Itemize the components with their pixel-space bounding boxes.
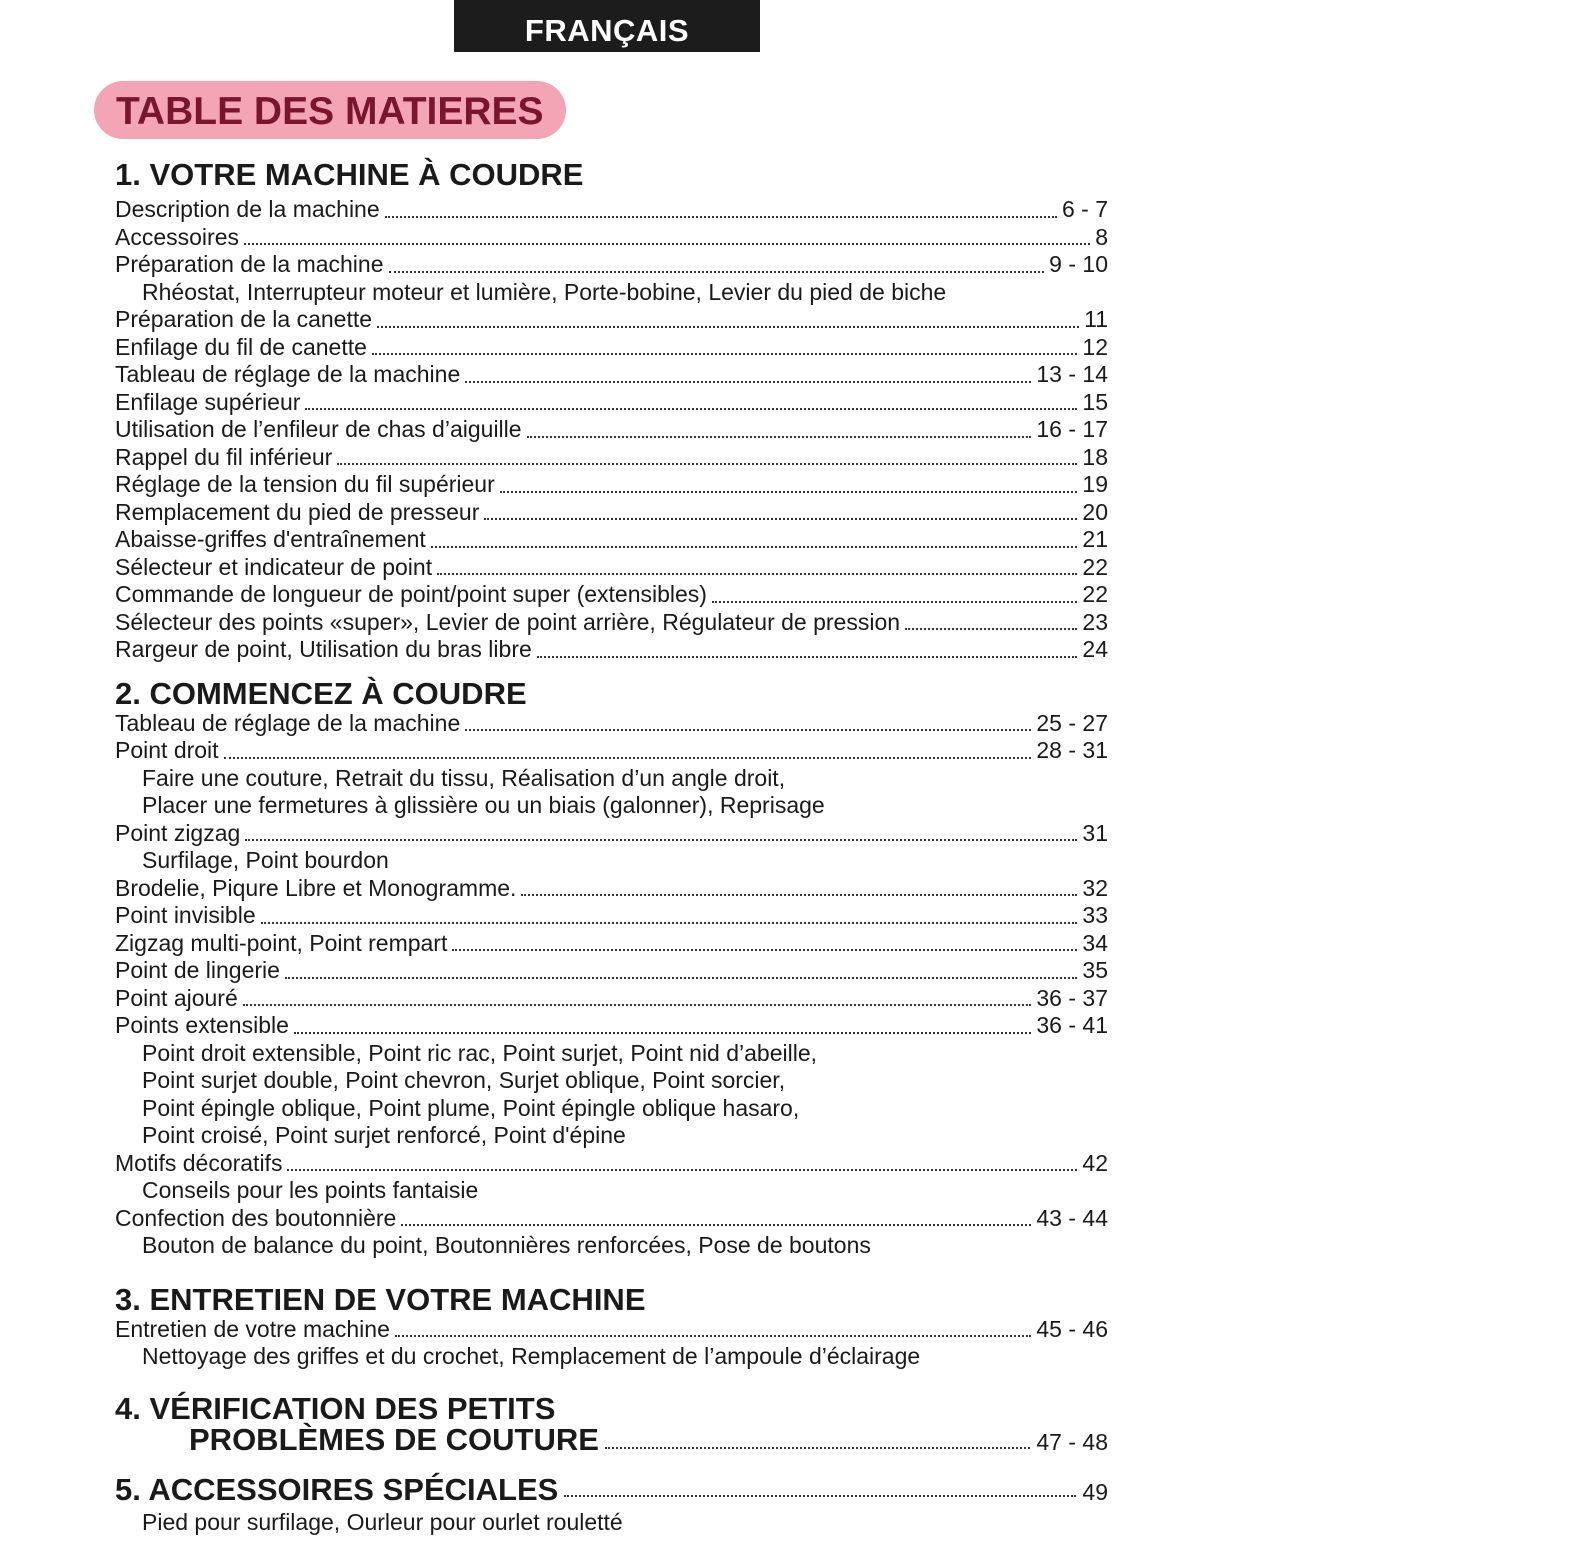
toc-label: Point droit <box>115 737 219 763</box>
toc-label: Abaisse-griffes d'entraînement <box>115 526 426 552</box>
toc-row <box>115 499 1108 527</box>
toc-label: Points extensible <box>115 1012 289 1038</box>
leader-dots <box>484 517 1077 520</box>
toc-label: Utilisation de l’enfileur de chas d’aiguille <box>115 416 522 442</box>
toc-label: Préparation de la machine <box>115 251 384 277</box>
toc-label: Sélecteur et indicateur de point <box>115 553 433 580</box>
leader-dots <box>337 462 1077 465</box>
toc-page: 47 - 48 <box>1036 1428 1108 1455</box>
toc-row <box>115 820 1108 848</box>
leader-dots <box>224 756 1032 759</box>
toc-row <box>115 526 1108 554</box>
toc-row <box>115 224 1108 252</box>
toc-subitem: Rhéostat, Interrupteur moteur et lumière, Porte-bobine, Levier du pied de biche <box>142 278 947 305</box>
leader-dots <box>395 1334 1032 1337</box>
section-5-heading: 5. ACCESSOIRES SPÉCIALES <box>115 1471 559 1507</box>
toc-label: Accessoires <box>115 223 239 250</box>
toc-page: 25 - 27 <box>1036 709 1108 736</box>
toc-label: Point ajouré <box>115 984 238 1011</box>
toc-row <box>115 251 1108 279</box>
leader-dots <box>245 838 1077 841</box>
section-4-heading: 4. VÉRIFICATION DES PETITS <box>115 1390 556 1426</box>
toc-subitem: Bouton de balance du point, Boutonnières renforcées, Pose de boutons <box>142 1232 871 1258</box>
toc-row <box>115 334 1108 362</box>
toc-subitem: Point épingle oblique, Point plume, Point épingle oblique hasaro, <box>142 1094 800 1121</box>
toc-label: Sélecteur des points «super», Levier de point arrière, Régulateur de pression <box>115 608 901 635</box>
section-3-heading: 3. ENTRETIEN DE VOTRE MACHINE <box>115 1281 646 1317</box>
toc-label: Commande de longueur de point/point super (extensibles) <box>115 581 707 607</box>
toc-row <box>115 1316 1108 1344</box>
toc-page: 36 - 37 <box>1036 984 1108 1011</box>
toc-subitem: Point surjet double, Point chevron, Surjet oblique, Point sorcier, <box>142 1067 786 1093</box>
toc-subitem: Conseils pour les points fantaisie <box>142 1177 479 1203</box>
leader-dots <box>287 1168 1077 1171</box>
leader-dots <box>243 1003 1032 1006</box>
toc-page: 33 <box>1082 902 1108 928</box>
leader-dots <box>605 1446 1030 1449</box>
toc-row <box>115 581 1108 609</box>
toc-subitem: Point droit extensible, Point ric rac, Point surjet, Point nid d’abeille, <box>142 1039 818 1066</box>
section-2-heading: 2. COMMENCEZ À COUDRE <box>115 675 527 711</box>
toc-row <box>115 875 1108 903</box>
toc-page: 6 - 7 <box>1061 196 1108 222</box>
toc-row <box>115 636 1108 664</box>
toc-page: 42 <box>1082 1149 1108 1176</box>
toc-row <box>115 1012 1108 1040</box>
toc-subitem: Placer une fermetures à glissière ou un biais (galonner), Reprisage <box>142 792 825 818</box>
toc-row <box>115 609 1108 637</box>
toc-row <box>115 361 1108 389</box>
toc-label: Tableau de réglage de la machine <box>115 361 461 387</box>
toc-row <box>115 1205 1108 1233</box>
leader-dots <box>285 976 1077 979</box>
toc-row <box>115 710 1108 738</box>
leader-dots <box>465 728 1031 731</box>
toc-page: 22 <box>1082 553 1108 580</box>
toc-page: 22 <box>1082 581 1108 607</box>
toc-page: 13 - 14 <box>1036 361 1108 387</box>
leader-dots <box>564 1494 1076 1497</box>
toc-page: 31 <box>1082 819 1108 846</box>
leader-dots <box>527 435 1032 438</box>
toc-page: 19 <box>1082 471 1108 497</box>
toc-page: 34 <box>1082 929 1108 956</box>
toc-label: Rappel du fil inférieur <box>115 443 333 470</box>
section-4-heading-line2: PROBLÈMES DE COUTURE <box>189 1421 599 1457</box>
toc-row <box>115 985 1108 1013</box>
toc-row <box>115 306 1108 334</box>
toc-page: 16 - 17 <box>1036 416 1108 442</box>
leader-dots <box>452 948 1077 951</box>
leader-dots <box>294 1031 1032 1034</box>
toc-label: Remplacement du pied de presseur <box>115 498 480 525</box>
leader-dots <box>401 1223 1031 1226</box>
toc-row <box>115 957 1108 985</box>
leader-dots <box>377 325 1079 328</box>
toc-label: Motifs décoratifs <box>115 1149 283 1176</box>
toc-row <box>115 471 1108 499</box>
section-1-heading: 1. VOTRE MACHINE À COUDRE <box>115 157 584 192</box>
leader-dots <box>465 380 1031 383</box>
toc-subitem: Pied pour surfilage, Ourleur pour ourlet rouletté <box>142 1508 623 1535</box>
toc-row <box>115 554 1108 582</box>
toc-page: 49 <box>1082 1478 1108 1505</box>
toc-row <box>115 737 1108 765</box>
toc-page: 35 <box>1082 957 1108 983</box>
leader-dots <box>537 655 1078 658</box>
toc-page: 28 - 31 <box>1036 737 1108 763</box>
toc-page: 21 <box>1082 526 1108 552</box>
toc-page: 15 <box>1082 388 1108 415</box>
toc-label: Réglage de la tension du fil supérieur <box>115 471 495 497</box>
toc-row <box>115 930 1108 958</box>
section-5-heading-row <box>115 1465 1108 1505</box>
toc-row <box>115 196 1108 224</box>
toc-row <box>115 902 1108 930</box>
toc-page: 23 <box>1082 608 1108 635</box>
toc-row <box>115 416 1108 444</box>
toc-label: Description de la machine <box>115 196 380 222</box>
leader-dots <box>385 215 1057 218</box>
toc-label: Enfilage du fil de canette <box>115 333 367 360</box>
leader-dots <box>389 270 1045 273</box>
toc-page: 45 - 46 <box>1036 1315 1108 1342</box>
leader-dots <box>244 242 1090 245</box>
section-4-heading-cont <box>115 1423 1108 1457</box>
toc-label: Confection des boutonnière <box>115 1204 397 1231</box>
leader-dots <box>437 572 1077 575</box>
language-tab: FRANÇAIS <box>454 0 760 52</box>
toc-page: 43 - 44 <box>1036 1204 1108 1231</box>
toc-page: 24 <box>1082 636 1108 662</box>
toc-subitem: Nettoyage des griffes et du crochet, Remplacement de l’ampoule d’éclairage <box>142 1343 921 1369</box>
toc-page: 36 - 41 <box>1036 1012 1108 1038</box>
toc-page: 11 <box>1084 306 1108 332</box>
toc-page: 9 - 10 <box>1049 251 1108 277</box>
toc-label: Point invisible <box>115 902 256 928</box>
toc-row <box>115 1150 1108 1178</box>
toc-row <box>115 389 1108 417</box>
toc-page: 8 <box>1095 223 1108 250</box>
leader-dots <box>500 490 1078 493</box>
leader-dots <box>305 407 1077 410</box>
toc-label: Zigzag multi-point, Point rempart <box>115 929 448 956</box>
leader-dots <box>261 921 1078 924</box>
leader-dots <box>905 627 1077 630</box>
toc-label: Tableau de réglage de la machine <box>115 709 461 736</box>
toc-row <box>115 444 1108 472</box>
toc-page: 12 <box>1082 333 1108 360</box>
toc-label: Point de lingerie <box>115 957 280 983</box>
toc-subitem: Faire une couture, Retrait du tissu, Réalisation d’un angle droit, <box>142 764 786 791</box>
leader-dots <box>372 352 1078 355</box>
leader-dots <box>712 600 1077 603</box>
toc-label: Enfilage supérieur <box>115 388 301 415</box>
toc-label: Brodelie, Piqure Libre et Monogramme. <box>115 874 517 901</box>
toc-subitem: Point croisé, Point surjet renforcé, Point d'épine <box>142 1122 626 1148</box>
leader-dots <box>521 893 1077 896</box>
toc-page: 20 <box>1082 498 1108 525</box>
toc-label: Point zigzag <box>115 819 241 846</box>
page-title: TABLE DES MATIERES <box>94 81 566 139</box>
leader-dots <box>431 545 1078 548</box>
toc-label: Entretien de votre machine <box>115 1315 390 1342</box>
toc-page: 32 <box>1082 874 1108 901</box>
toc-label: Préparation de la canette <box>115 306 373 332</box>
table-of-contents <box>115 157 1108 1539</box>
toc-label: Rargeur de point, Utilisation du bras libre <box>115 636 532 662</box>
toc-subitem: Surfilage, Point bourdon <box>142 847 389 873</box>
toc-page: 18 <box>1082 443 1108 470</box>
